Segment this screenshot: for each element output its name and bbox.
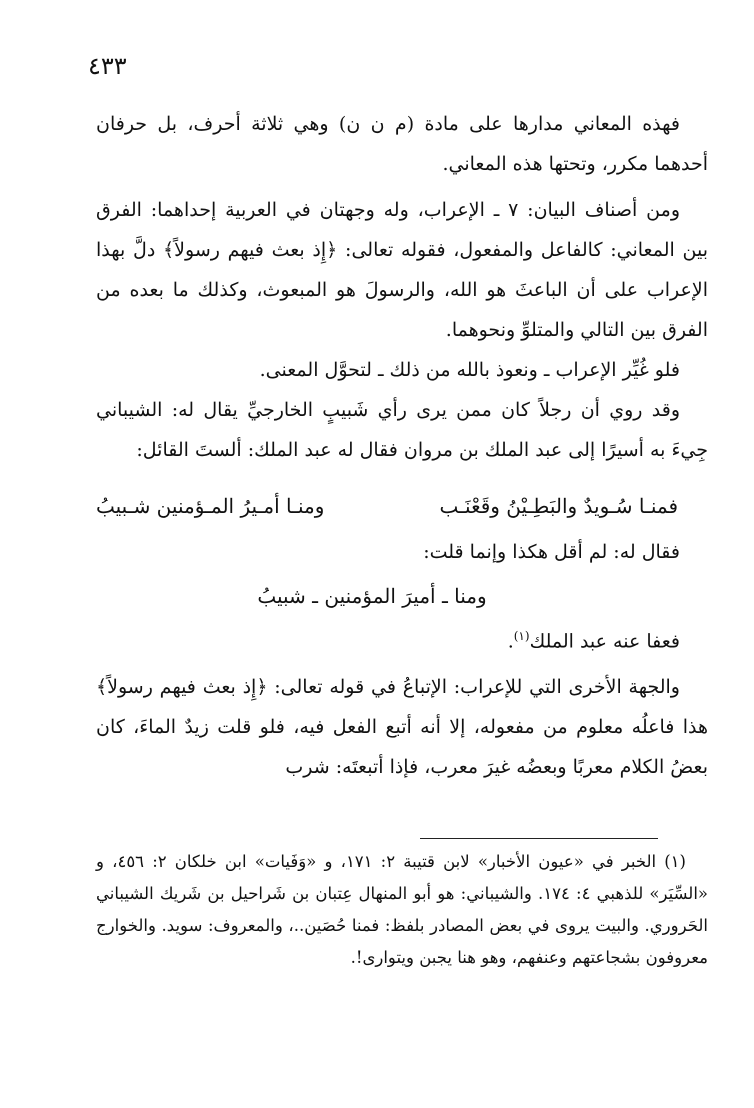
main-text [96, 104, 708, 787]
poem-verse-1 [96, 488, 708, 532]
paragraph-6: فعفا عنه عبد الملك$^{(١)}$. [507, 629, 680, 653]
paragraph-1: فهذه المعاني مدارها على مادة (م ن ن) وهي ثلاثة أحرف، بل حرفان أحدهما مكرر، وتحتها هذه المعاني. [96, 113, 708, 175]
footnote-reference: (١) [513, 629, 530, 643]
paragraph-4: وقد روي أن رجلاً كان ممن يرى رأي شَبيبٍ الخارجيِّ يقال له: الشيباني جِيءَ به أسيرًا إلى عبد الملك بن مروان فقال له عبد الملك: ألستَ القائل: [96, 399, 708, 461]
footnote-1: (١) الخبر في «عيون الأخبار» لابن قتيبة ٢: ١٧١، و «وَفَيات» ابن خلكان ٢: ٤٥٦، و «السِّيَر» للذهبي ٤: ١٧٤. والشيباني: هو أبو المنهال عِتبان بن شَراحيل بن شَريك الشيباني الحَروري. والبيت يروى في بعض المصادر بلفظ: فمنا حُصَين..، والمعروف: سويد. والخوارج معروفون بشجاعتهم وعنفهم، وهو هنا يجبن ويتوارى!. [96, 852, 708, 967]
paragraph-6-text: فعفا عنه عبد الملك [529, 630, 680, 653]
paragraph-2: ومن أصناف البيان: ٧ ـ الإعراب، وله وجهتان في العربية إحداهما: الفرق بين المعاني: كالفاعل والمفعول، فقوله تعالى: ﴿إِذ بعث فيهم رسولاً﴾ دلَّ بهذا الإعراب على أن الباعثَ هو الله، والرسولَ هو المبعوث، وكذلك ما بعده من الفرق بين التالي والمتلوِّ ونحوهما. [96, 199, 708, 341]
page-number: ٤٣٣ [88, 52, 127, 80]
verse-1-second-hemistich: ومنـا أمـيرُ المـؤمنين شـبيبُ [96, 494, 325, 518]
poem-verse-2: ومنا ـ أميرَ المؤمنين ـ شبيبُ [257, 584, 487, 608]
paragraph-7: والجهة الأخرى التي للإعراب: الإتباعُ في قوله تعالى: ﴿إِذ بعث فيهم رسولاً﴾ هذا فاعلُه معلوم من مفعوله، إلا أنه أتبع الفعل فيه، فلو قلت زيدٌ الماءَ، كان بعضُ الكلام معربًا وبعضُه غيرَ معرب، فإذا أتبعتَه: شرب [96, 676, 708, 779]
paragraph-5: فقال له: لم أقل هكذا وإنما قلت: [423, 541, 680, 563]
footnote-separator [420, 838, 658, 839]
paragraph-3: فلو غُيِّر الإعراب ـ ونعوذ بالله من ذلك ـ لتحوَّل المعنى. [259, 359, 680, 381]
verse-1-first-hemistich: فمنـا سُـويدٌ والبَطِـيْنُ وقَعْنَـب [439, 494, 678, 518]
footnotes [96, 846, 708, 974]
